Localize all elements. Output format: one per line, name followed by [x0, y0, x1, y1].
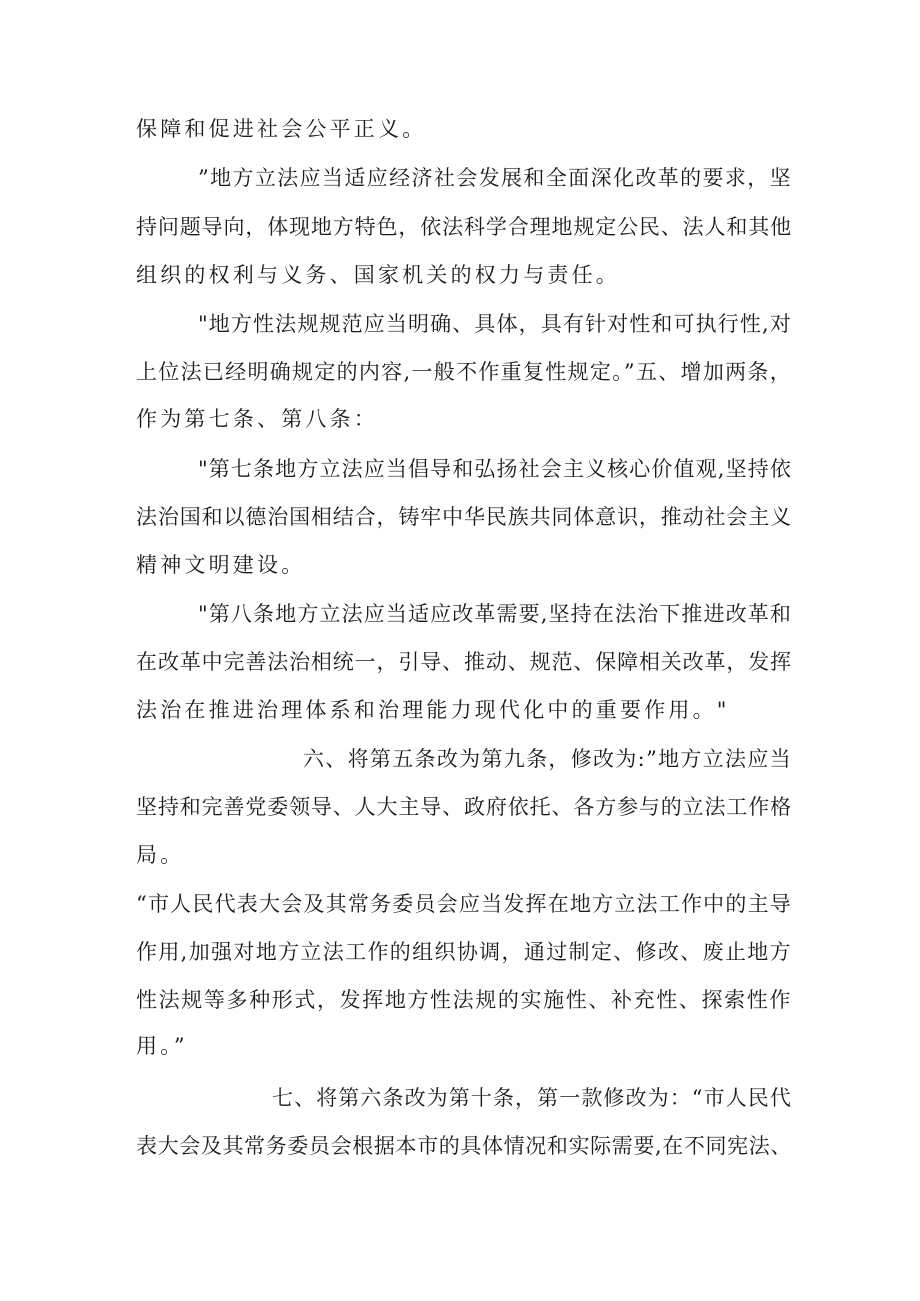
text-line: "第八条地方立法应当适应改革需要,坚持在法治下推进改革和	[198, 602, 792, 626]
text-line: 性法规等多种形式，发挥地方性法规的实施性、补充性、探索性作	[136, 988, 792, 1012]
text-line: 法治国和以德治国相结合，铸牢中华民族共同体意识，推动社会主义	[136, 505, 792, 529]
text-line: 七、将第六条改为第十条，第一款修改为：“市人民代	[272, 1086, 792, 1110]
text-line: “市人民代表大会及其常务委员会应当发挥在地方立法工作中的主导	[136, 892, 792, 916]
text-line: "地方性法规规范应当明确、具体，具有针对性和可执行性,对	[198, 312, 792, 336]
text-line: "第七条地方立法应当倡导和弘扬社会主义核心价值观,坚持依	[198, 457, 792, 481]
text-line: 坚持和完善党委领导、人大主导、政府依托、各方参与的立法工作格	[136, 795, 792, 819]
text-line: 上位法已经明确规定的内容,一般不作重复性规定。”五、增加两条，	[136, 360, 792, 384]
text-line: 作用,加强对地方立法工作的组织协调，通过制定、修改、废止地方	[136, 940, 792, 964]
text-line: 持问题导向，体现地方特色，依法科学合理地规定公民、法人和其他	[136, 215, 792, 239]
text-line: 组织的权利与义务、国家机关的权力与责任。	[136, 263, 620, 287]
text-line: 精神文明建设。	[136, 553, 306, 577]
text-line: 作为第七条、第八条：	[136, 407, 378, 431]
text-line: 在改革中完善法治相统一，引导、推动、规范、保障相关改革，发挥	[136, 650, 792, 674]
text-line: 局。	[136, 843, 185, 867]
text-line: 用。”	[136, 1034, 188, 1058]
text-line: 六、将第五条改为第九条，修改为:”地方立法应当	[303, 747, 792, 771]
text-line: 法治在推进治理体系和治理能力现代化中的重要作用。"	[136, 698, 730, 722]
text-line: 保障和促进社会公平正义。	[136, 117, 427, 141]
text-line: 表大会及其常务委员会根据本市的具体情况和实际需要,在不同宪法、	[136, 1134, 792, 1158]
text-line: ”地方立法应当适应经济社会发展和全面深化改革的要求，坚	[198, 166, 792, 190]
